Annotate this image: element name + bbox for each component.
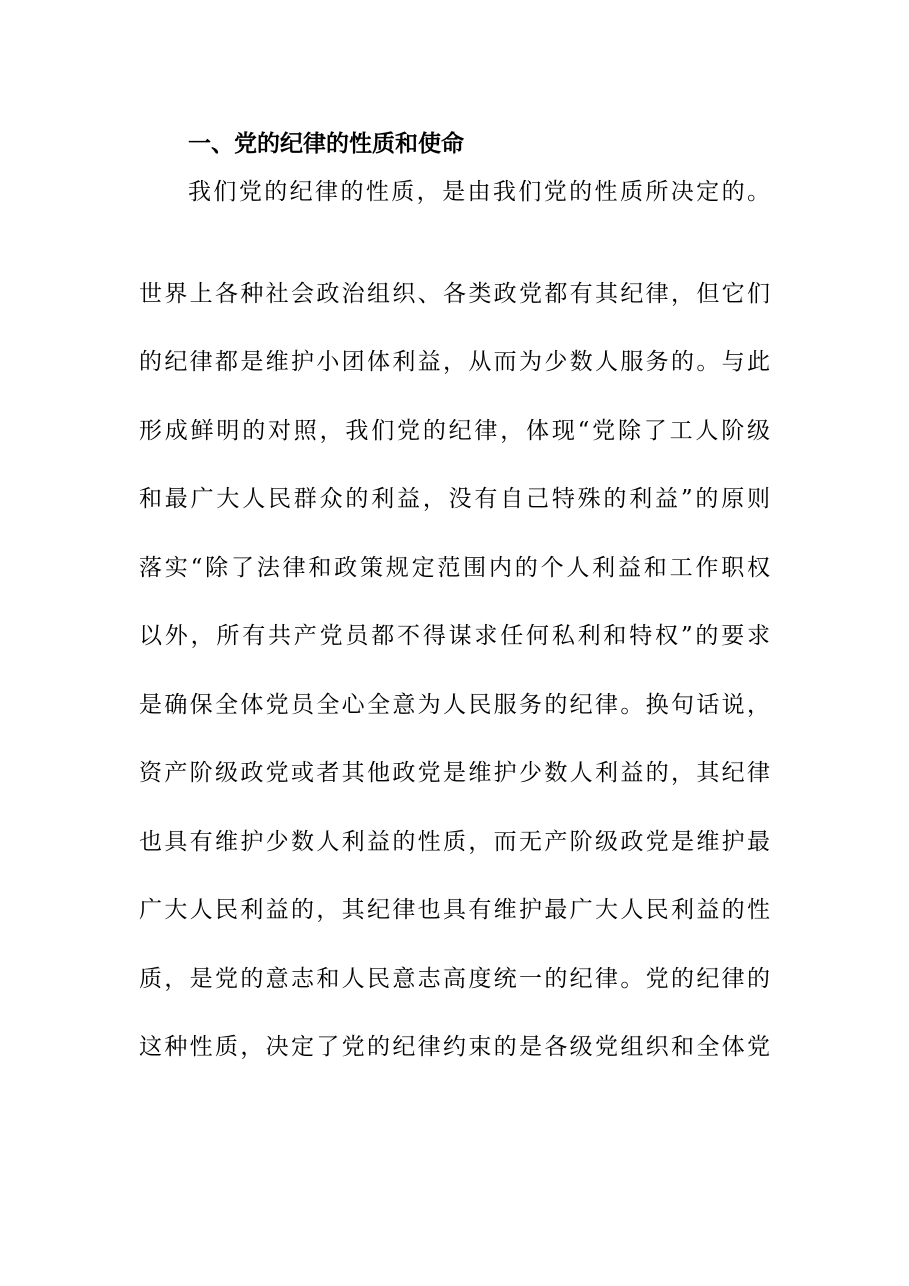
paragraph-line: 和最广大人民群众的利益，没有自己特殊的利益”的原则 [139,486,770,512]
paragraph-line: 广大人民利益的，其纪律也具有维护最广大人民利益的性 [139,897,770,923]
paragraph-line: 以外，所有共产党员都不得谋求任何私利和特权”的要求 [139,623,770,649]
paragraph-line: 也具有维护少数人利益的性质，而无产阶级政党是维护最 [139,829,770,855]
paragraph-line: 是确保全体党员全心全意为人民服务的纪律。换句话说， [139,692,770,718]
paragraph-line: 我们党的纪律的性质，是由我们党的性质所决定的。 [188,179,770,205]
paragraph-line: 质，是党的意志和人民意志高度统一的纪律。党的纪律的 [139,966,770,992]
paragraph-line: 落实“除了法律和政策规定范围内的个人利益和工作职权 [139,555,770,581]
paragraph-line: 的纪律都是维护小团体利益，从而为少数人服务的。与此 [139,349,770,375]
paragraph-line: 世界上各种社会政治组织、各类政党都有其纪律，但它们 [139,281,770,307]
section-heading: 一、党的纪律的性质和使命 [188,130,464,157]
paragraph-line: 形成鲜明的对照，我们党的纪律，体现“党除了工人阶级 [139,418,770,444]
paragraph-line: 这种性质，决定了党的纪律约束的是各级党组织和全体党 [139,1034,770,1060]
paragraph-line: 资产阶级政党或者其他政党是维护少数人利益的，其纪律 [139,760,770,786]
